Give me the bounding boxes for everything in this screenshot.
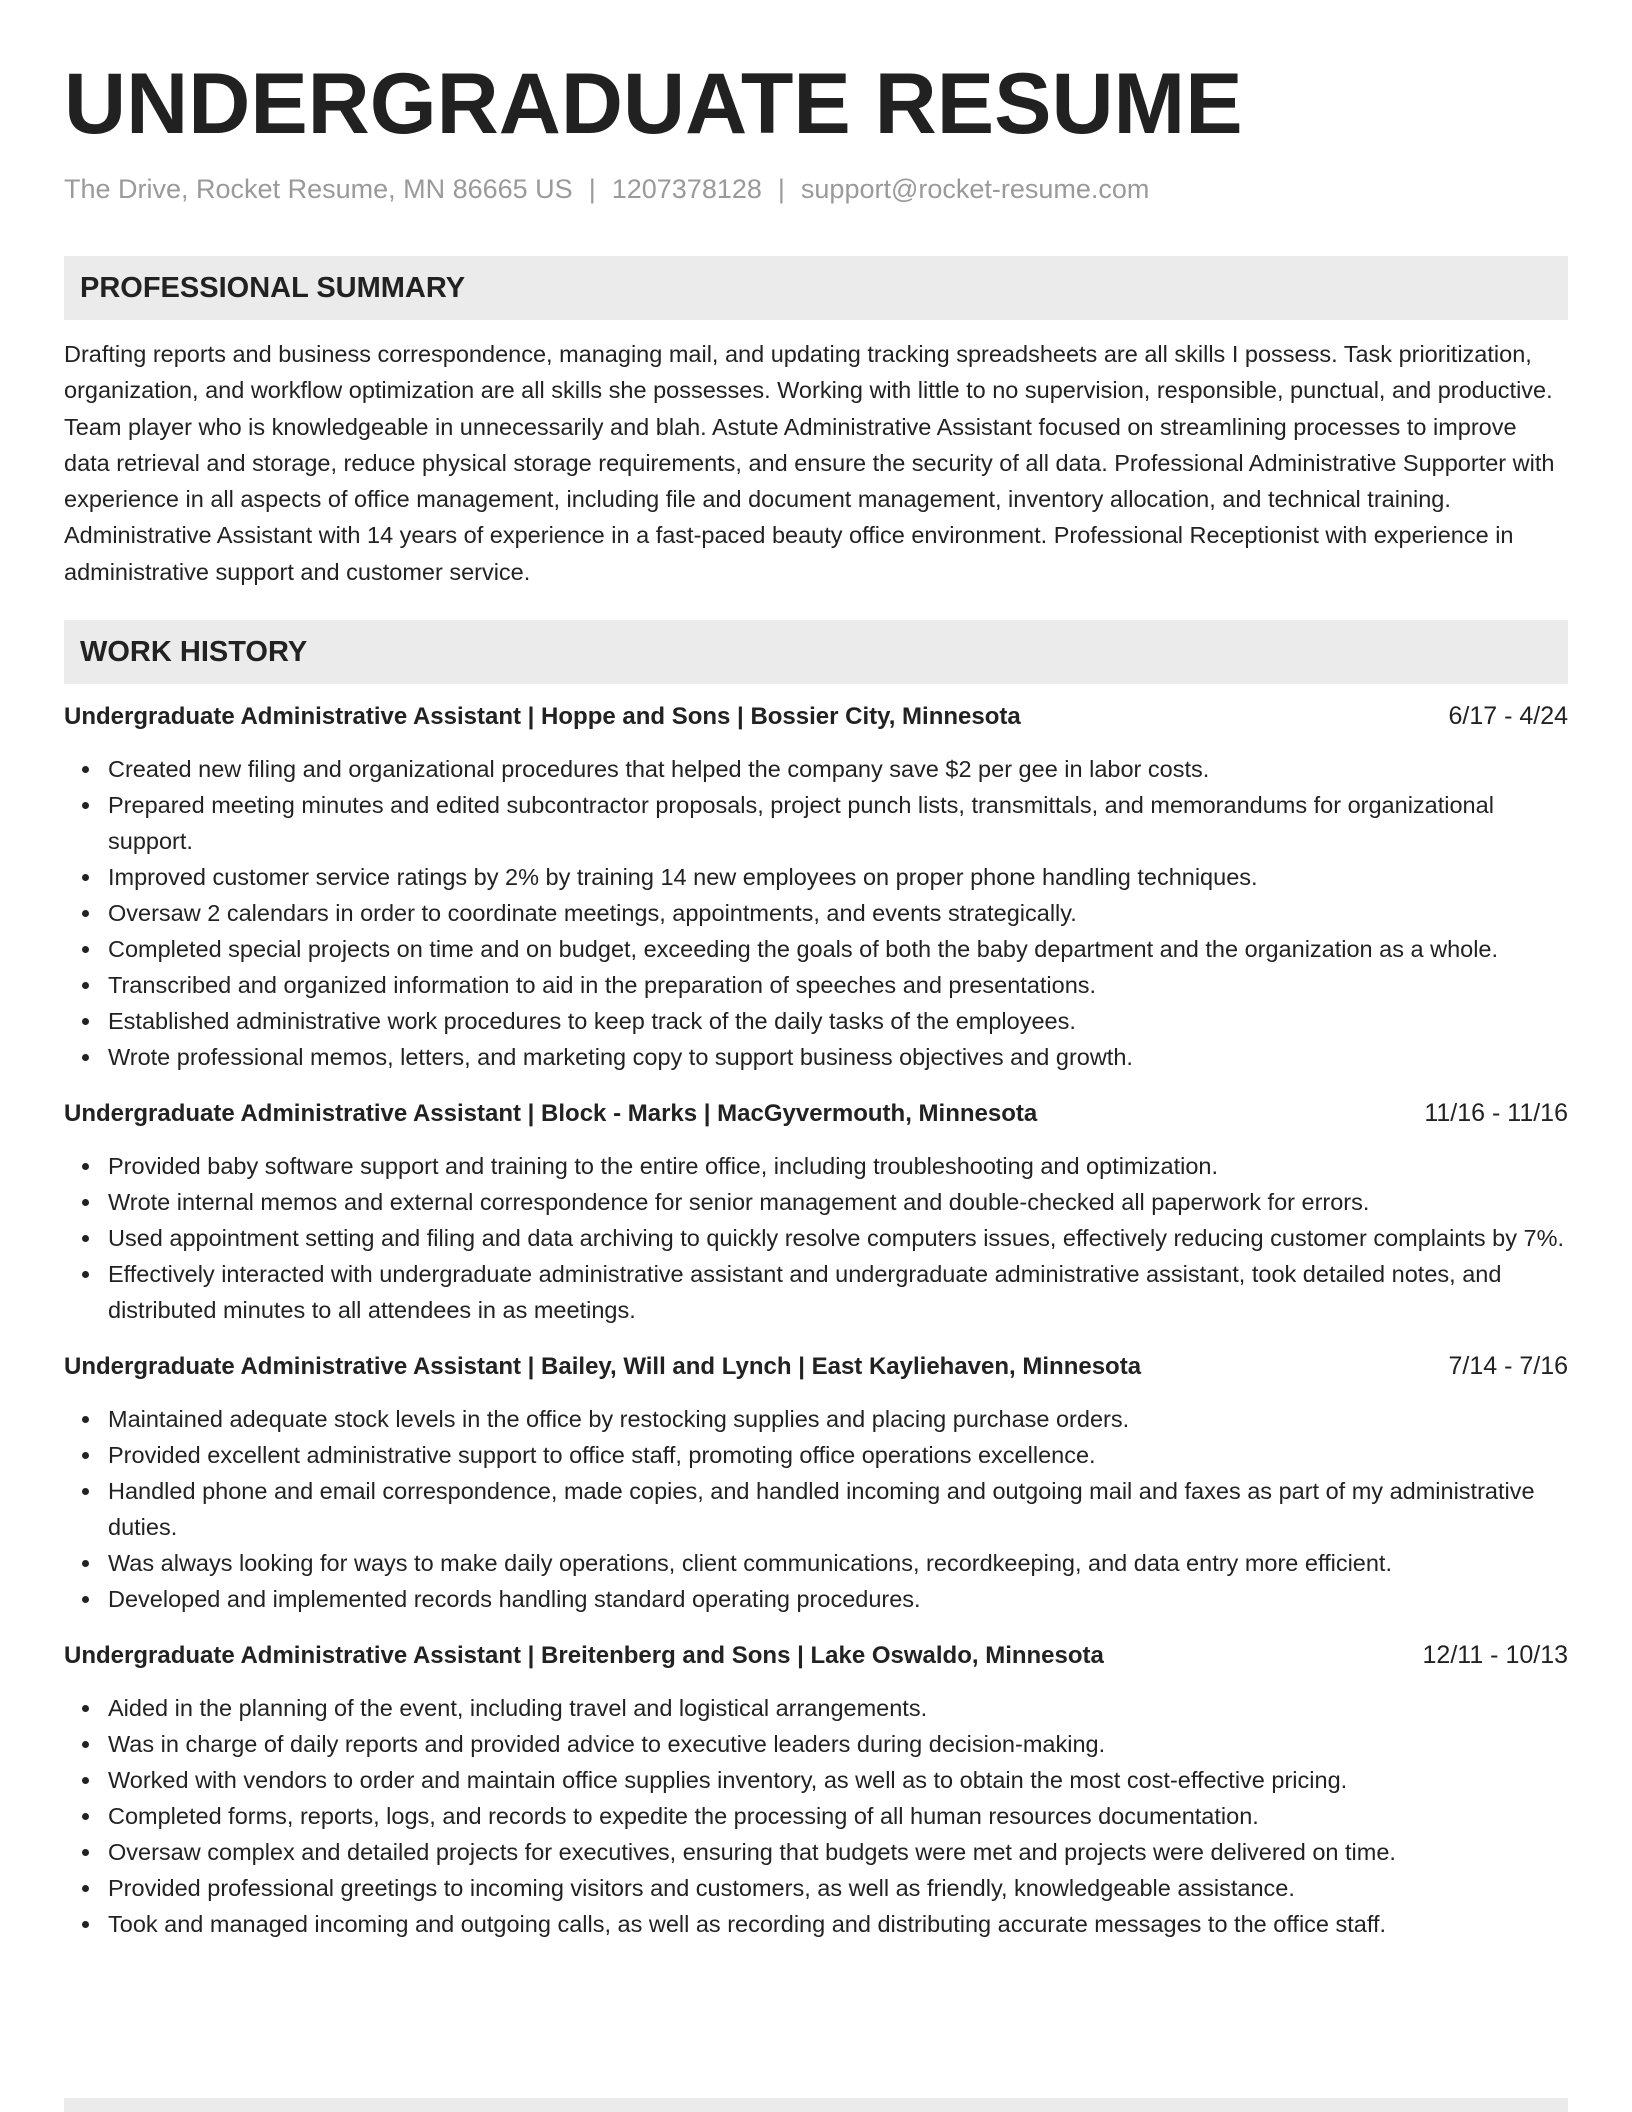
job-entry: [64, 1348, 1568, 1617]
job-bullet: Provided professional greetings to incoming visitors and customers, as well as friendly, knowledgeable assistance.: [64, 1870, 1568, 1906]
job-bullet: Wrote professional memos, letters, and marketing copy to support business objectives and growth.: [64, 1039, 1568, 1075]
job-bullets: [64, 1401, 1568, 1617]
job-bullet: Aided in the planning of the event, including travel and logistical arrangements.: [64, 1690, 1568, 1726]
job-entry: [64, 698, 1568, 1075]
contact-address: The Drive, Rocket Resume, MN 86665 US: [64, 174, 573, 204]
job-bullet: Handled phone and email correspondence, made copies, and handled incoming and outgoing mail and faxes as part of my administrative duties.: [64, 1473, 1568, 1545]
job-bullet: Established administrative work procedures to keep track of the daily tasks of the employees.: [64, 1003, 1568, 1039]
job-bullet: Wrote internal memos and external correspondence for senior management and double-checked all paperwork for errors.: [64, 1184, 1568, 1220]
job-bullet: Maintained adequate stock levels in the office by restocking supplies and placing purchase orders.: [64, 1401, 1568, 1437]
job-header: [64, 1637, 1568, 1674]
job-header: [64, 1348, 1568, 1385]
job-title: Undergraduate Administrative Assistant | Block - Marks | MacGyvermouth, Minnesota: [64, 1100, 1038, 1128]
job-bullets: [64, 751, 1568, 1075]
job-bullet: Transcribed and organized information to aid in the preparation of speeches and presentations.: [64, 967, 1568, 1003]
job-bullet: Oversaw 2 calendars in order to coordinate meetings, appointments, and events strategically.: [64, 895, 1568, 931]
contact-email: support@rocket-resume.com: [800, 174, 1150, 204]
job-bullet: Was in charge of daily reports and provided advice to executive leaders during decision-making.: [64, 1726, 1568, 1762]
resume-page: [64, 52, 1568, 1942]
job-dates: 12/11 - 10/13: [1422, 1641, 1568, 1670]
job-bullet: Used appointment setting and filing and data archiving to quickly resolve computers issues, effectively reducing customer complaints by 7%.: [64, 1220, 1568, 1256]
job-entry: [64, 1095, 1568, 1328]
job-title: Undergraduate Administrative Assistant | Bailey, Will and Lynch | East Kayliehaven, Minnesota: [64, 1353, 1142, 1381]
job-bullet: Provided baby software support and training to the entire office, including troubleshooting and optimization.: [64, 1148, 1568, 1184]
job-bullet: Provided excellent administrative support to office staff, promoting office operations excellence.: [64, 1437, 1568, 1473]
job-header: [64, 1095, 1568, 1132]
job-bullet: Took and managed incoming and outgoing calls, as well as recording and distributing accurate messages to the office staff.: [64, 1906, 1568, 1942]
job-bullets: [64, 1148, 1568, 1328]
section-header-work-history: [64, 620, 1568, 684]
work-history-heading: WORK HISTORY: [80, 635, 308, 668]
section-header-summary: [64, 256, 1568, 320]
job-title: Undergraduate Administrative Assistant | Breitenberg and Sons | Lake Oswaldo, Minnesota: [64, 1642, 1104, 1670]
job-bullet: Oversaw complex and detailed projects for executives, ensuring that budgets were met and projects were delivered on time.: [64, 1834, 1568, 1870]
job-bullet: Developed and implemented records handling standard operating procedures.: [64, 1581, 1568, 1617]
contact-phone: 1207378128: [611, 174, 762, 204]
job-dates: 11/16 - 11/16: [1424, 1099, 1568, 1128]
contact-separator: |: [588, 174, 596, 204]
job-header: [64, 698, 1568, 735]
job-entry: [64, 1637, 1568, 1942]
resume-name: UNDERGRADUATE RESUME: [64, 56, 1243, 152]
job-bullets: [64, 1690, 1568, 1942]
job-bullet: Created new filing and organizational procedures that helped the company save $2 per gee in labor costs.: [64, 751, 1568, 787]
job-dates: 7/14 - 7/16: [1448, 1352, 1568, 1381]
job-title: Undergraduate Administrative Assistant | Hoppe and Sons | Bossier City, Minnesota: [64, 703, 1021, 731]
summary-text: Drafting reports and business correspondence, managing mail, and updating tracking spreadsheets are all skills I possess. Task prioritization, organization, and workflow optimization are all skills she possesses. Working with little to no supervision, responsible, punctual, and productive. Team player who is knowledgeable in unnecessarily and blah. Astute Administrative Assistant focused on streamlining processes to improve data retrieval and storage, reduce physical storage requirements, and ensure the security of all data. Professional Administrative Supporter with experience in all aspects of office management, including file and document management, inventory allocation, and technical training. Administrative Assistant with 14 years of experience in a fast-paced beauty office environment. Professional Receptionist with experience in administrative support and customer service.: [64, 341, 1555, 585]
job-bullet: Was always looking for ways to make daily operations, client communications, recordkeeping, and data entry more efficient.: [64, 1545, 1568, 1581]
job-bullet: Improved customer service ratings by 2% by training 14 new employees on proper phone handling techniques.: [64, 859, 1568, 895]
contact-separator: |: [777, 174, 785, 204]
job-dates: 6/17 - 4/24: [1448, 702, 1568, 731]
job-bullet: Completed forms, reports, logs, and records to expedite the processing of all human resources documentation.: [64, 1798, 1568, 1834]
job-bullet: Completed special projects on time and on budget, exceeding the goals of both the baby department and the organization as a whole.: [64, 931, 1568, 967]
job-bullet: Prepared meeting minutes and edited subcontractor proposals, project punch lists, transmittals, and memorandums for organizational support.: [64, 787, 1568, 859]
job-bullet: Effectively interacted with undergraduate administrative assistant and undergraduate administrative assistant, took detailed notes, and distributed minutes to all attendees in as meetings.: [64, 1256, 1568, 1328]
summary-heading: PROFESSIONAL SUMMARY: [80, 271, 466, 304]
job-bullet: Worked with vendors to order and maintain office supplies inventory, as well as to obtain the most cost-effective pricing.: [64, 1762, 1568, 1798]
next-section-header-bar: [64, 2098, 1568, 2112]
contact-line: [64, 170, 1568, 208]
